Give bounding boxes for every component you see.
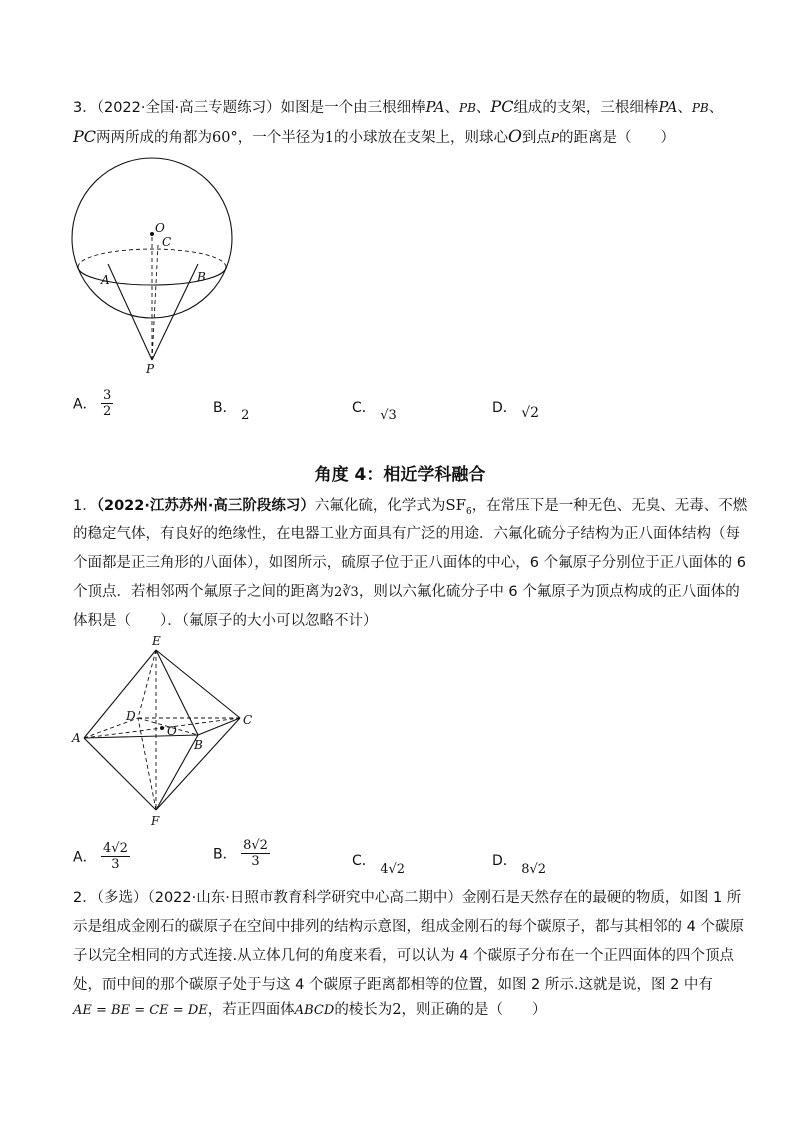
q2-line-4: 处，而中间的那个碳原子处于与这 4 个碳原子距离都相等的位置，如图 2 所示.这就是说，图 2 中有 bbox=[73, 977, 713, 993]
option-value: √2 bbox=[521, 405, 540, 421]
question-text: ，一个半径为 bbox=[237, 130, 325, 146]
question-text: 个顶点．若相邻两个氟原子之间的距离为 bbox=[73, 584, 334, 600]
math-PA: PA bbox=[425, 100, 445, 116]
option-value: 8√2 bbox=[521, 862, 547, 877]
q1-option-a[interactable] bbox=[73, 841, 130, 872]
question-number: 2． bbox=[73, 890, 97, 906]
q1-line-2: 的稳定气体，有良好的绝缘性，在电器工业方面具有广泛的用途．六氟化硫分子结构为正八面体结构（每 bbox=[73, 526, 740, 542]
math-PC: PC bbox=[73, 127, 97, 146]
label-A: A bbox=[72, 731, 81, 745]
question-text: 金刚石是天然存在的最硬的物质，如图 1 所 bbox=[461, 890, 742, 906]
formula-subscript: 6 bbox=[466, 506, 472, 517]
label-B: B bbox=[197, 270, 206, 284]
option-label: B． bbox=[213, 846, 237, 863]
label-O: O bbox=[167, 724, 177, 738]
rod-PB bbox=[152, 264, 198, 360]
math-tetrahedron: ABCD bbox=[294, 1003, 335, 1018]
q1-line-5: 体积是（ ）．（氟原子的大小可以忽略不计） bbox=[73, 613, 378, 629]
q3-option-d[interactable] bbox=[492, 397, 540, 421]
question-text: ，则正确的是（ ） bbox=[401, 1002, 547, 1018]
question-text: ，若正四面体 bbox=[207, 1002, 295, 1018]
fraction bbox=[101, 841, 130, 872]
question-text: 到点 bbox=[521, 130, 551, 146]
q1-line-3: 个面都是正三角形的八面体），如图所示，硫原子位于正八面体的中心，6 个氟原子分别位于正八面体的 6 bbox=[73, 555, 746, 571]
math-P: P bbox=[550, 131, 559, 145]
numerator: 3 bbox=[103, 388, 112, 403]
question-text: 六氟化硫，化学式为 bbox=[314, 498, 446, 514]
q3-option-b[interactable] bbox=[213, 397, 250, 423]
chemical-formula: SF bbox=[445, 496, 467, 514]
math-O: O bbox=[507, 127, 522, 147]
fraction bbox=[241, 838, 270, 869]
question-source: （2022·江苏苏州·高三阶段练习） bbox=[96, 498, 315, 514]
q1-option-d[interactable] bbox=[492, 850, 547, 877]
edge-FA bbox=[84, 738, 156, 810]
q3-option-a[interactable] bbox=[73, 388, 113, 419]
question-text: 如图是一个由三根细棒 bbox=[280, 100, 426, 116]
edge-FD bbox=[138, 718, 156, 810]
denominator: 3 bbox=[251, 854, 260, 869]
separator: 、 bbox=[677, 100, 692, 116]
option-label: D． bbox=[492, 400, 517, 416]
question-text: 的距离是（ ） bbox=[558, 130, 675, 146]
label-O: O bbox=[155, 221, 165, 235]
question-source: （2022·山东·日照市教育科学研究中心高二期中） bbox=[147, 890, 462, 906]
octahedron-figure bbox=[70, 632, 265, 832]
math-PA: PA bbox=[658, 100, 678, 116]
sphere-on-tripod-figure bbox=[70, 152, 240, 377]
option-value: √3 bbox=[380, 408, 397, 423]
label-P: P bbox=[146, 362, 155, 376]
edge-FB bbox=[156, 735, 198, 810]
q2-line-3: 子以完全相同的方式连接.从立体几何的角度来看，可以认为 4 个碳原子分布在一个正四面体的四个顶点 bbox=[73, 948, 735, 964]
q2-line-5 bbox=[73, 1000, 547, 1021]
question-number: 1． bbox=[73, 498, 97, 514]
denominator: 3 bbox=[111, 857, 120, 872]
question-source: （2022·全国·高三专题练习） bbox=[96, 100, 281, 116]
q1-option-c[interactable] bbox=[352, 850, 406, 877]
separator: 、 bbox=[444, 100, 460, 116]
question-number: 3． bbox=[73, 100, 97, 116]
option-label: C． bbox=[352, 853, 376, 869]
center-point-O bbox=[150, 232, 154, 236]
option-label: A． bbox=[73, 849, 97, 866]
math-PC: PC bbox=[490, 97, 514, 116]
q1-line-1 bbox=[73, 495, 747, 522]
label-A: A bbox=[101, 273, 110, 287]
question-text: ，则以六氟化硫分子中 6 个氟原子为顶点构成的正八面体的 bbox=[358, 584, 740, 600]
q1-line-4 bbox=[73, 582, 740, 603]
fraction bbox=[101, 388, 113, 419]
option-label: D． bbox=[492, 853, 517, 869]
rod-PC bbox=[152, 245, 158, 360]
option-label: B． bbox=[213, 400, 237, 416]
center-point-O bbox=[160, 726, 164, 730]
label-B: B bbox=[194, 738, 203, 752]
question-text: ，在常压下是一种无色、无臭、无毒、不燃 bbox=[471, 498, 748, 514]
numerator: 4√2 bbox=[103, 841, 128, 856]
q3-line-2 bbox=[73, 127, 675, 148]
label-D: D bbox=[126, 709, 136, 723]
denominator: 2 bbox=[103, 404, 112, 419]
math-distance: 2∛3 bbox=[334, 585, 359, 600]
question-text: 的小球放在支架上，则球心 bbox=[333, 130, 508, 146]
label-E: E bbox=[152, 634, 161, 648]
q3-line-1 bbox=[73, 97, 723, 118]
option-value: 2 bbox=[241, 408, 250, 423]
q1-option-b[interactable] bbox=[213, 838, 270, 869]
label-C: C bbox=[243, 713, 253, 727]
section-title: 角度 4：相近学科融合 bbox=[314, 465, 486, 485]
q2-line-1 bbox=[73, 888, 741, 908]
math-equation: AE = BE = CE = DE bbox=[73, 1003, 208, 1018]
math-angle: 60° bbox=[212, 130, 238, 146]
question-tag: （多选） bbox=[96, 890, 148, 906]
option-label: C． bbox=[352, 400, 376, 416]
q2-line-2: 示是组成金刚石的碳原子在空间中排列的结构示意图，组成金刚石的每个碳原子，都与其相邻的 4 个碳原 bbox=[73, 919, 744, 935]
math-PB: PB bbox=[691, 101, 709, 115]
numerator: 8√2 bbox=[243, 838, 268, 853]
edge-EC bbox=[156, 650, 240, 718]
q3-option-c[interactable] bbox=[352, 397, 397, 423]
separator: 、 bbox=[475, 100, 491, 116]
edge-EB bbox=[156, 650, 198, 735]
question-text: 两两所成的角都为 bbox=[96, 130, 213, 146]
separator: 、 bbox=[708, 100, 724, 116]
option-value: 4√2 bbox=[380, 862, 406, 877]
label-C: C bbox=[162, 235, 172, 249]
rod-PA bbox=[108, 264, 152, 360]
label-F: F bbox=[151, 814, 160, 828]
math-one: 1 bbox=[324, 130, 334, 146]
question-text: 组成的支架，三根细棒 bbox=[513, 100, 659, 116]
option-label: A． bbox=[73, 396, 97, 413]
math-PB: PB bbox=[459, 101, 476, 115]
math-edge-length: 2 bbox=[392, 1002, 402, 1018]
question-text: 的棱长为 bbox=[334, 1002, 393, 1018]
